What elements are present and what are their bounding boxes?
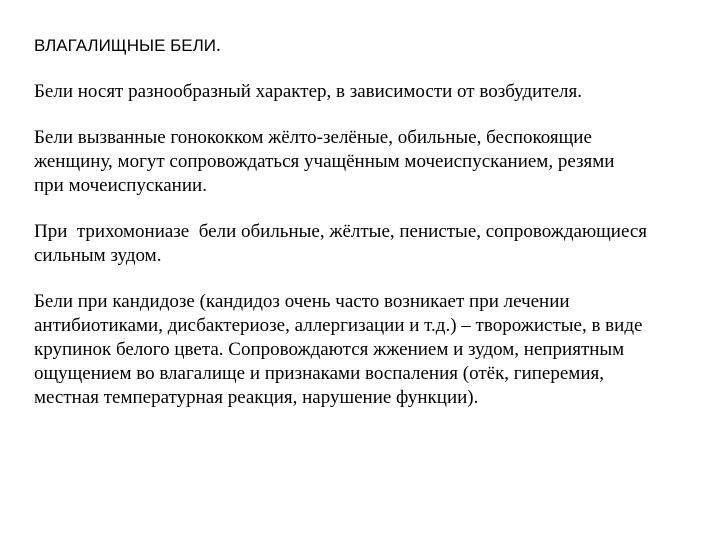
paragraph-line: Бели вызванные гонококком жёлто-зелёные, обильные, беспокоящие <box>34 127 592 148</box>
paragraph-line: При трихомониазе бели обильные, жёлтые, пенистые, сопровождающиеся <box>34 221 648 242</box>
paragraph-line: сильным зудом. <box>34 245 162 266</box>
paragraph-line: Бели при кандидозе (кандидоз очень часто возникает при лечении <box>34 291 570 312</box>
document-body <box>34 34 694 410</box>
title-text: ВЛАГАЛИЩНЫЕ БЕЛИ <box>34 36 216 55</box>
paragraph-line: крупинок белого цвета. Сопровождаются жжением и зудом, неприятным <box>34 339 625 360</box>
document-title <box>34 34 694 58</box>
paragraph-gonorrhea <box>34 126 694 198</box>
paragraph-line: местная температурная реакция, нарушение функции). <box>34 387 479 408</box>
paragraph-intro <box>34 80 694 104</box>
paragraph-line: при мочеиспускании. <box>34 175 207 196</box>
paragraph-line: женщину, могут сопровождаться учащённым мочеиспусканием, резями <box>34 151 615 172</box>
title-period: . <box>216 35 221 56</box>
paragraph-line: антибиотиками, дисбактериозе, аллергизации и т.д.) – творожистые, в виде <box>34 315 643 336</box>
paragraph-line: Бели носят разнообразный характер, в зависимости от возбудителя. <box>34 81 582 102</box>
paragraph-line: ощущением во влагалище и признаками воспаления (отёк, гиперемия, <box>34 363 604 384</box>
paragraph-trichomoniasis <box>34 220 694 268</box>
paragraph-candidiasis <box>34 290 694 410</box>
